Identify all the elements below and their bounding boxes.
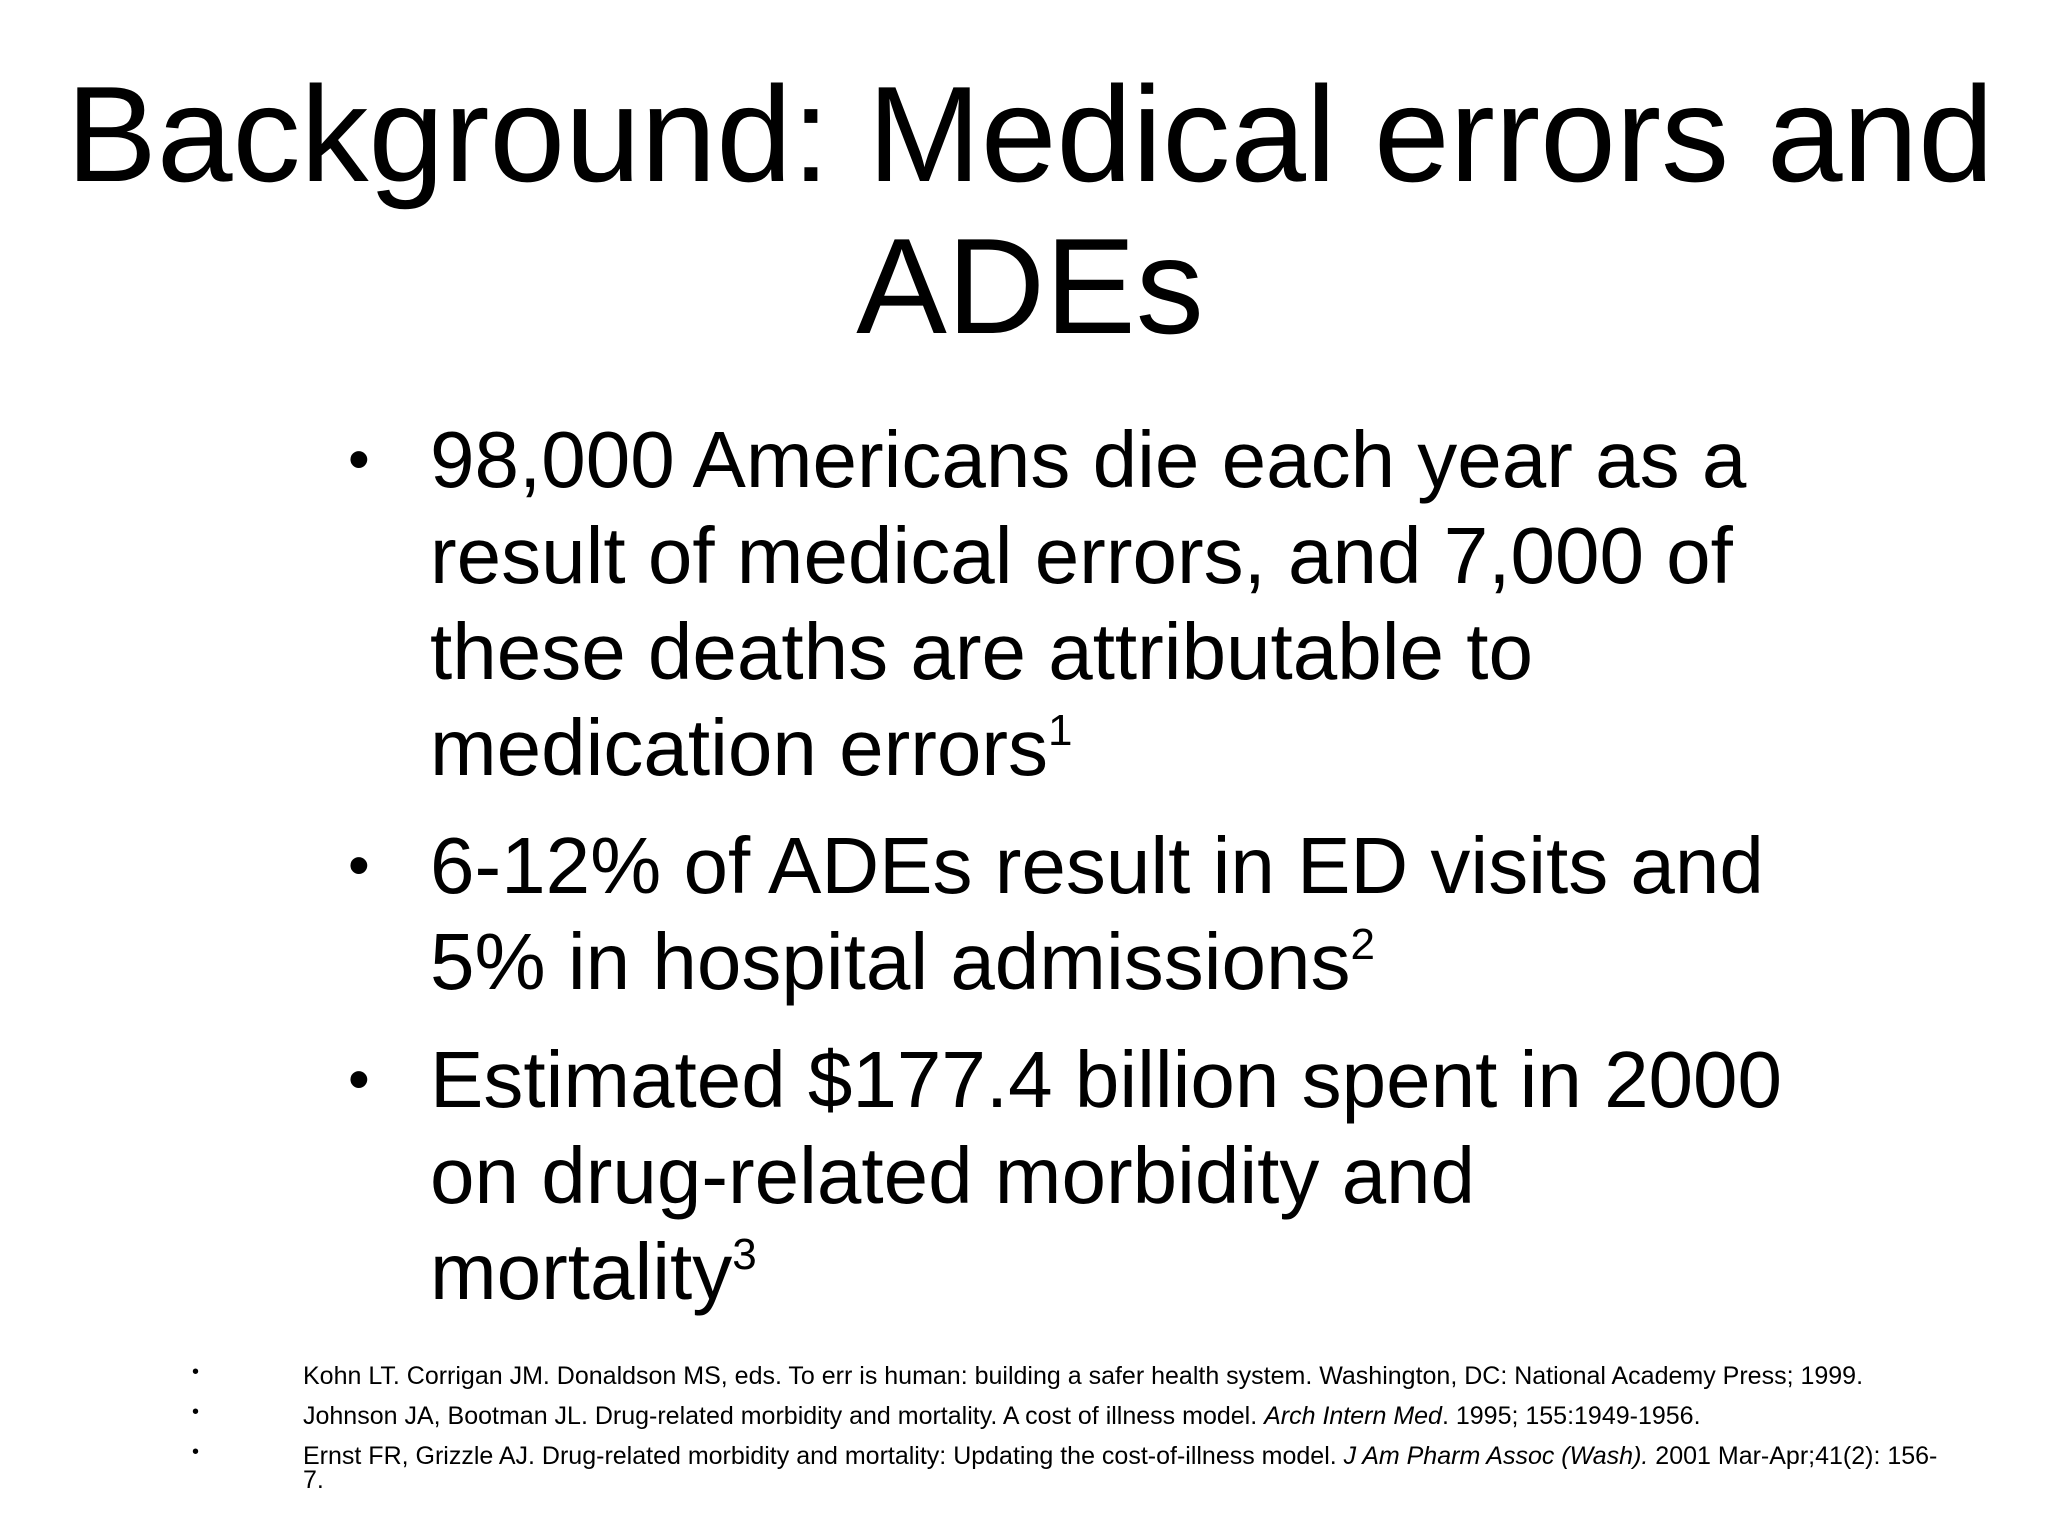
reference-details: . 1995; 155:1949-1956. — [1441, 1402, 1701, 1430]
bullet-item — [340, 818, 1800, 1010]
footnote-marker: 3 — [732, 1230, 757, 1279]
bullet-item — [340, 412, 1800, 796]
reference-item — [180, 1401, 1940, 1430]
reference-item — [180, 1441, 1940, 1494]
bullet-icon: • — [348, 831, 370, 900]
bullet-text: 98,000 Americans die each year as a result of medical errors, and 7,000 of these deaths are attributable to medication errors — [430, 415, 1747, 792]
reference-bullet-icon: • — [192, 1401, 200, 1423]
reference-bullet-icon: • — [192, 1361, 200, 1383]
reference-text: Kohn LT. Corrigan JM. Donaldson MS, eds. To err is human: building a safer health system. Washington, DC: National Academy Press; 1999. — [303, 1362, 1864, 1390]
footnote-marker: 1 — [1048, 706, 1073, 755]
footnote-marker: 2 — [1350, 920, 1375, 969]
bullet-icon: • — [348, 425, 370, 494]
bullet-list — [340, 412, 1800, 1342]
bullet-icon: • — [348, 1045, 370, 1114]
reference-details: 2001 Mar-Apr;41(2): 156-7. — [303, 1442, 1938, 1494]
reference-text: Ernst FR, Grizzle AJ. Drug-related morbidity and mortality: Updating the cost-of-illness model. — [303, 1442, 1344, 1470]
reference-journal: Arch Intern Med — [1264, 1402, 1442, 1430]
reference-item — [180, 1361, 1940, 1390]
slide-title: Background: Medical errors and ADEs — [66, 58, 1994, 362]
reference-bullet-icon: • — [192, 1441, 200, 1463]
bullet-text: 6-12% of ADEs result in ED visits and 5% in hospital admissions — [430, 821, 1764, 1006]
bullet-item — [340, 1032, 1800, 1320]
reference-journal: J Am Pharm Assoc (Wash). — [1343, 1442, 1649, 1470]
reference-text: Johnson JA, Bootman JL. Drug-related morbidity and mortality. A cost of illness model. — [303, 1402, 1265, 1430]
reference-list — [180, 1361, 1940, 1508]
bullet-text: Estimated $177.4 billion spent in 2000 on drug-related morbidity and mortality — [430, 1035, 1783, 1316]
